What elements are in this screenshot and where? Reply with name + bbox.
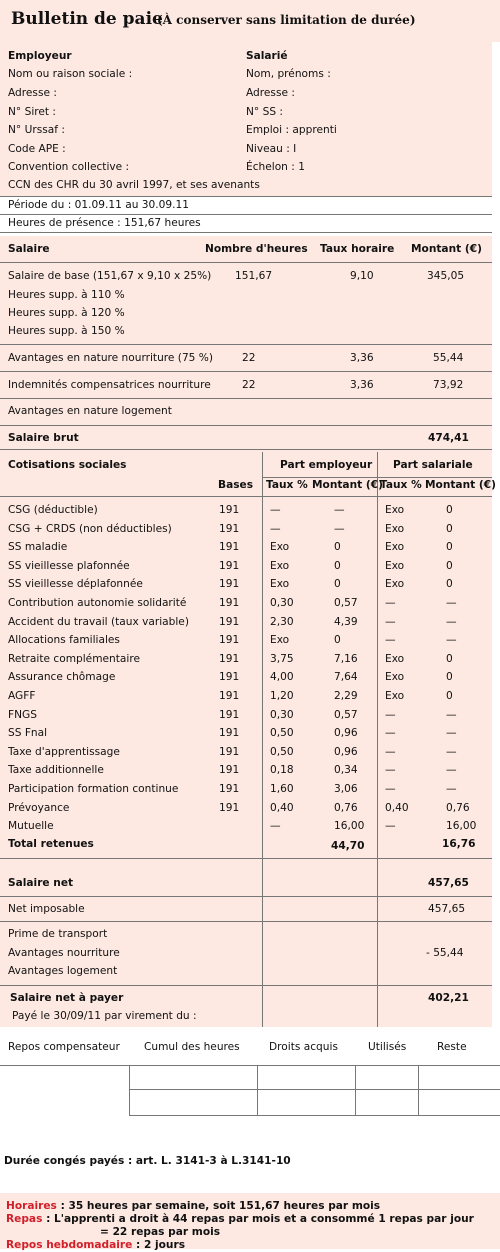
cotisation-montant-salarie: 16,00: [446, 820, 477, 833]
cotisation-taux-employeur: 1,20: [270, 690, 294, 702]
cotisation-taux-salarie: Exo: [385, 578, 405, 591]
indemnites-heures: 22: [242, 379, 256, 391]
cotisation-taux-salarie: —: [385, 820, 396, 833]
cotisation-taux-salarie: Exo: [385, 652, 405, 665]
divider: [0, 985, 492, 986]
note-repos: [6, 1239, 185, 1252]
cotisation-montant-salarie: 0: [446, 522, 453, 535]
heures-supp-label: Heures supp. à 120 %: [8, 307, 125, 319]
cotisation-base: 191: [219, 578, 240, 591]
avantages-nourriture-label: Avantages en nature nourriture (75 %): [8, 352, 213, 364]
cotisation-montant-employeur: 4,39: [334, 615, 358, 628]
cotisation-taux-salarie: Exo: [385, 559, 405, 572]
nombre-heures-heading: Nombre d'heures: [205, 243, 308, 255]
divider: [0, 371, 492, 372]
cotisation-montant-employeur: 7,16: [334, 652, 358, 665]
cotisation-base: 191: [219, 615, 240, 628]
cotisation-montant-salarie: —: [446, 783, 457, 795]
cotisation-taux-employeur: 3,75: [270, 652, 294, 665]
note-repas: [6, 1213, 474, 1226]
cotisation-taux-employeur: 0,18: [270, 764, 294, 777]
cotisation-montant-employeur: 3,06: [334, 783, 358, 795]
divider: [0, 398, 492, 399]
montant-employeur-heading: Montant (€): [312, 479, 383, 491]
convention-text: CCN des CHR du 30 avril 1997, et ses avenants: [8, 179, 260, 191]
divider: [129, 1089, 500, 1090]
page-subtitle: (À conserver sans limitation de durée): [157, 13, 416, 27]
salaire-heading: Salaire: [8, 243, 50, 255]
total-retenues-employeur: 44,70: [331, 840, 365, 852]
avantages-nourriture-net-label: Avantages nourriture: [8, 947, 120, 959]
cotisation-montant-employeur: 7,64: [334, 671, 358, 684]
cotisation-taux-salarie: Exo: [385, 690, 405, 702]
net-imposable-value: 457,65: [428, 903, 466, 915]
salaire-base-montant: 345,05: [427, 270, 465, 282]
salaire-brut-value: 474,41: [428, 432, 469, 444]
cotisation-taux-employeur: —: [270, 504, 281, 516]
divider: [262, 477, 492, 478]
cotisation-montant-salarie: 0: [446, 671, 453, 684]
cotisation-label: SS vieillesse plafonnée: [8, 559, 130, 572]
cotisation-montant-salarie: —: [446, 634, 457, 647]
cotisation-taux-employeur: Exo: [270, 634, 290, 647]
cotisation-taux-employeur: 0,30: [270, 597, 294, 609]
paye-le-text: Payé le 30/09/11 par virement du :: [12, 1010, 197, 1022]
cotisation-montant-employeur: 16,00: [334, 820, 365, 833]
employeur-line: Nom ou raison sociale :: [8, 68, 133, 80]
cotisation-base: 191: [219, 671, 240, 684]
cotisation-base: 191: [219, 559, 240, 572]
montant-heading: Montant (€): [411, 243, 482, 255]
prime-transport-label: Prime de transport: [8, 928, 108, 940]
taux-employeur-heading: Taux %: [266, 479, 308, 491]
employeur-heading: Employeur: [8, 50, 72, 62]
cotisation-montant-salarie: —: [446, 615, 457, 628]
cotisation-montant-employeur: —: [334, 522, 345, 535]
conges-text: Durée congés payés : art. L. 3141-3 à L.3141-10: [4, 1155, 291, 1167]
cotisation-label: CSG + CRDS (non déductibles): [8, 522, 172, 535]
avantages-nourriture-heures: 22: [242, 352, 256, 364]
heures-supp-label: Heures supp. à 110 %: [8, 289, 125, 301]
cotisation-base: 191: [219, 801, 240, 814]
cotisation-label: Contribution autonomie solidarité: [8, 597, 187, 609]
montant-salarie-heading: Montant (€): [425, 479, 496, 491]
net-imposable-label: Net imposable: [8, 903, 85, 915]
cotisation-montant-salarie: —: [446, 708, 457, 721]
employeur-line: N° Siret :: [8, 106, 56, 118]
indemnites-label: Indemnités compensatrices nourriture: [8, 379, 211, 391]
taux-salarie-heading: Taux %: [380, 479, 422, 491]
cotisation-taux-salarie: —: [385, 727, 396, 740]
cotisation-montant-salarie: 0,76: [446, 801, 470, 814]
salaire-brut-label: Salaire brut: [8, 432, 79, 444]
cotisation-taux-employeur: 1,60: [270, 783, 294, 795]
divider: [0, 262, 492, 263]
employeur-line: Convention collective :: [8, 161, 130, 173]
cotisation-montant-salarie: 0: [446, 578, 453, 591]
cotisation-label: Taxe additionnelle: [8, 764, 104, 777]
cotisation-montant-employeur: 0,96: [334, 745, 358, 758]
cotisation-base: 191: [219, 783, 240, 795]
cotisation-montant-salarie: —: [446, 745, 457, 758]
cotisation-label: Prévoyance: [8, 801, 70, 814]
cotisation-base: 191: [219, 690, 240, 702]
heures-supp-label: Heures supp. à 150 %: [8, 325, 125, 337]
cotisation-taux-salarie: Exo: [385, 504, 405, 516]
net-a-payer-value: 402,21: [428, 992, 469, 1004]
column-divider: [262, 452, 263, 872]
cotisation-montant-employeur: —: [334, 504, 345, 516]
employeur-line: N° Urssaf :: [8, 124, 65, 136]
column-divider: [129, 1065, 130, 1115]
avantages-logement-label: Avantages logement: [8, 965, 118, 977]
utilises-heading: Utilisés: [368, 1041, 407, 1053]
cotisation-montant-salarie: —: [446, 764, 457, 777]
net-a-payer-label: Salaire net à payer: [10, 992, 124, 1004]
bases-heading: Bases: [218, 479, 254, 491]
divider: [0, 214, 492, 215]
cotisation-label: SS Fnal: [8, 727, 48, 740]
avantages-nourriture-montant: 55,44: [433, 352, 464, 364]
column-divider: [377, 452, 378, 872]
column-divider: [257, 1065, 258, 1115]
cotisation-taux-salarie: —: [385, 708, 396, 721]
cotisation-montant-salarie: —: [446, 597, 457, 609]
cotisation-taux-employeur: Exo: [270, 578, 290, 591]
repos-text: : 2 jours: [132, 1239, 185, 1251]
indemnites-taux: 3,36: [350, 379, 374, 391]
cotisations-heading: Cotisations sociales: [8, 459, 127, 471]
salarie-line: Adresse :: [246, 87, 295, 99]
divider: [0, 858, 492, 859]
salarie-line: Niveau : I: [246, 143, 297, 155]
cotisation-montant-employeur: 0,34: [334, 764, 358, 777]
divider: [0, 344, 492, 345]
avantages-nourriture-net-value: - 55,44: [426, 947, 464, 959]
salarie-line: Nom, prénoms :: [246, 68, 331, 80]
cotisation-base: 191: [219, 541, 240, 554]
cotisation-taux-employeur: —: [270, 820, 281, 833]
cotisation-montant-employeur: 2,29: [334, 690, 358, 702]
salaire-base-label: Salaire de base (151,67 x 9,10 x 25%): [8, 270, 212, 282]
page-title: Bulletin de paie: [11, 9, 163, 29]
divider: [0, 896, 492, 897]
total-retenues-label: Total retenues: [8, 838, 94, 850]
cotisation-montant-salarie: 0: [446, 652, 453, 665]
repas-text-2: = 22 repas par mois: [100, 1226, 221, 1238]
cotisation-label: CSG (déductible): [8, 504, 98, 516]
cotisation-montant-employeur: 0: [334, 634, 341, 647]
heures-presence-text: Heures de présence : 151,67 heures: [8, 217, 201, 229]
horaires-label: Horaires: [6, 1200, 57, 1212]
repas-text: : L'apprenti a droit à 44 repas par mois et a consommé 1 repas par jour: [42, 1213, 474, 1225]
cotisation-taux-salarie: 0,40: [385, 801, 409, 814]
cotisation-montant-employeur: 0,57: [334, 708, 358, 721]
cotisation-label: Mutuelle: [8, 820, 54, 833]
cotisation-label: SS vieillesse déplafonnée: [8, 578, 143, 591]
cotisation-base: 191: [219, 504, 240, 516]
cotisation-montant-salarie: 0: [446, 559, 453, 572]
cotisation-label: Assurance chômage: [8, 671, 116, 684]
cotisation-taux-salarie: Exo: [385, 671, 405, 684]
cotisation-montant-salarie: 0: [446, 541, 453, 554]
cotisation-base: 191: [219, 727, 240, 740]
cotisation-montant-employeur: 0: [334, 559, 341, 572]
cotisation-taux-salarie: —: [385, 634, 396, 647]
cotisation-base: 191: [219, 652, 240, 665]
reste-heading: Reste: [437, 1041, 467, 1053]
cotisation-label: Retraite complémentaire: [8, 652, 140, 665]
cotisation-taux-salarie: —: [385, 615, 396, 628]
avantages-nourriture-taux: 3,36: [350, 352, 374, 364]
cotisation-taux-employeur: —: [270, 522, 281, 535]
divider: [0, 921, 492, 922]
salarie-line: Emploi : apprenti: [246, 124, 337, 136]
salaire-base-heures: 151,67: [235, 270, 273, 282]
cotisation-montant-salarie: 0: [446, 690, 453, 702]
cumul-heures-heading: Cumul des heures: [144, 1041, 240, 1053]
horaires-text: : 35 heures par semaine, soit 151,67 heures par mois: [56, 1200, 381, 1212]
repos-compensateur-heading: Repos compensateur: [8, 1041, 120, 1053]
indemnites-montant: 73,92: [433, 379, 464, 391]
salarie-line: N° SS :: [246, 106, 283, 118]
divider: [0, 425, 492, 426]
repos-label: Repos hebdomadaire: [6, 1239, 133, 1251]
column-divider: [418, 1065, 419, 1115]
cotisation-taux-salarie: Exo: [385, 541, 405, 554]
cotisation-label: FNGS: [8, 708, 37, 721]
salaire-net-label: Salaire net: [8, 877, 74, 889]
divider: [0, 449, 492, 450]
salarie-heading: Salarié: [246, 50, 288, 62]
cotisation-taux-employeur: 4,00: [270, 671, 294, 684]
cotisation-taux-employeur: Exo: [270, 559, 290, 572]
cotisation-taux-salarie: Exo: [385, 522, 405, 535]
salarie-line: Échelon : 1: [246, 161, 305, 173]
total-retenues-salarie: 16,76: [442, 838, 476, 850]
cotisation-base: 191: [219, 764, 240, 777]
cotisation-montant-salarie: 0: [446, 504, 453, 516]
divider: [129, 1115, 500, 1116]
column-divider: [355, 1065, 356, 1115]
cotisation-label: AGFF: [8, 690, 36, 702]
cotisation-base: 191: [219, 522, 240, 535]
periode-text: Période du : 01.09.11 au 30.09.11: [8, 199, 189, 211]
cotisation-base: 191: [219, 597, 240, 609]
cotisation-taux-employeur: Exo: [270, 541, 290, 554]
employeur-line: Code APE :: [8, 143, 66, 155]
cotisation-montant-employeur: 0: [334, 541, 341, 554]
cotisation-label: Allocations familiales: [8, 634, 120, 647]
cotisation-taux-employeur: 0,30: [270, 708, 294, 721]
cotisation-montant-employeur: 0: [334, 578, 341, 591]
cotisation-taux-salarie: —: [385, 745, 396, 758]
cotisation-taux-employeur: 2,30: [270, 615, 294, 628]
salaire-base-taux: 9,10: [350, 270, 374, 282]
cotisation-label: Taxe d'apprentissage: [8, 745, 120, 758]
cotisation-label: SS maladie: [8, 541, 68, 554]
cotisation-label: Participation formation continue: [8, 783, 179, 795]
cotisation-base: 191: [219, 634, 240, 647]
cotisation-montant-employeur: 0,57: [334, 597, 358, 609]
cotisation-taux-employeur: 0,50: [270, 745, 294, 758]
cotisation-label: Accident du travail (taux variable): [8, 615, 189, 628]
cotisation-taux-employeur: 0,40: [270, 801, 294, 814]
cotisation-taux-employeur: 0,50: [270, 727, 294, 740]
cotisation-montant-employeur: 0,76: [334, 801, 358, 814]
divider: [0, 196, 492, 197]
divider: [0, 232, 492, 233]
salaire-net-value: 457,65: [428, 877, 469, 889]
repas-label: Repas: [6, 1213, 43, 1225]
part-employeur-heading: Part employeur: [280, 459, 373, 471]
divider: [0, 1065, 500, 1066]
cotisation-montant-employeur: 0,96: [334, 727, 358, 740]
note-horaires: [6, 1200, 380, 1213]
cotisation-taux-salarie: —: [385, 783, 396, 795]
taux-horaire-heading: Taux horaire: [320, 243, 395, 255]
logement-label: Avantages en nature logement: [8, 405, 172, 417]
cotisation-taux-salarie: —: [385, 597, 396, 609]
cotisation-base: 191: [219, 745, 240, 758]
employeur-line: Adresse :: [8, 87, 57, 99]
droits-acquis-heading: Droits acquis: [269, 1041, 338, 1053]
cotisation-base: 191: [219, 708, 240, 721]
divider: [0, 496, 492, 497]
cotisation-montant-salarie: —: [446, 727, 457, 740]
part-salariale-heading: Part salariale: [393, 459, 473, 471]
cotisation-taux-salarie: —: [385, 764, 396, 777]
